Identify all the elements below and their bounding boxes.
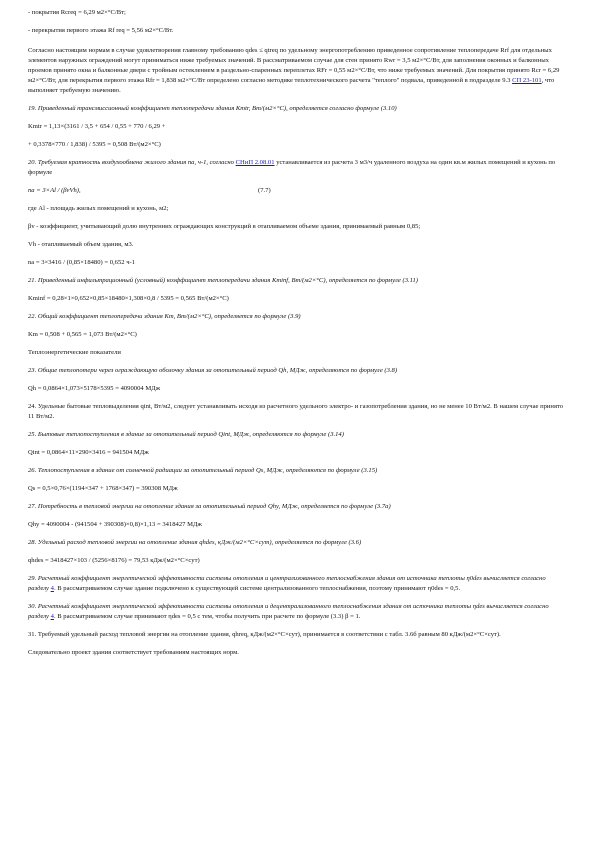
section-27-title: 27. Потребность в тепловой энергии на отопление здания за отопительный период Qhy, МДж, определяется по формуле (3.7a) [28, 503, 391, 510]
section-29-title: 29. Расчетный коэффициент энергетической эффективности системы отопления и централизованного теплоснабжения здания от источника теплоты η0des вычисляется согласно разделу [28, 575, 546, 592]
section-30-title: 30. Расчетный коэффициент энергетической эффективности системы отопления и децентрализованного теплоснабжения здания от источника теплоты ηdes вычисляется согласно разделу [28, 603, 549, 620]
link-sp-23-101[interactable]: СП 23-101 [512, 77, 542, 84]
formula-qh: Qh = 0,0864×1,073×5178×5395 = 4090004 МДж [28, 385, 161, 392]
definition-bv: βv - коэффициент, учитывающий долю внутренних ограждающих конструкций в отапливаемом объеме здания, принимаемый равным 0,85; [28, 223, 421, 230]
section-31-text: 31. Требуемый удельный расход тепловой энергии на отопление здания, qhreq, кДж/(м2×°С×сут), принимается в соответствии с табл. 3.6б равным 80 кДж/(м2×°С×сут). [28, 631, 501, 638]
formula-na: na = 3×3416 / (0,85×18480) = 0,652 ч-1 [28, 259, 136, 266]
section-21-title: 21. Приведенный инфильтрационный (условный) коэффициент теплопередачи здания Kminf, Вт/(м2×°С), определяется по формуле (3.11) [28, 277, 418, 284]
formula-kmtr-line2: + 0,3378×770 / 1,838) / 5395 = 0,508 Вт/(м2×°С) [28, 141, 161, 148]
section-19-title: 19. Приведенный трансмиссионный коэффициент теплопередачи здания Kmtr, Вт/(м2×°С), определяется согласно формуле (3.10) [28, 105, 397, 112]
formula-kminf: Kminf = 0,28×1×0,652×0,85×18480×1,308×0,8 / 5395 = 0,565 Вт/(м2×°С) [28, 295, 229, 302]
formula-qhdes: qhdes = 3418427×103 / (5256×8176) = 79,53 кДж/(м2×°С×сут) [28, 557, 200, 564]
section-20-body: устанавливается из расчета 3 м3/ч удаленного воздуха на один кв.м жилых помещений и кухонь по формуле [28, 159, 556, 176]
section-26-title: 26. Теплопоступления в здание от солнечной радиации за отопительный период Qs, МДж, определяются по формуле (3.15) [28, 467, 378, 474]
formula-qs: Qs = 0,5×0,76×(1194×347 + 1768×347) = 390308 МДж [28, 485, 178, 492]
text-line-floor-resistance: - перекрытия первого этажа Rf req = 5,56 м2×°С/Вт. [28, 27, 174, 34]
section-30-body: . В рассматриваемом случае принимают ηdes = 0,5 с тем, чтобы получить при расчете по формуле (3.3) β = 1. [53, 613, 361, 620]
definition-vh: Vh - отапливаемый объем здания, м3. [28, 241, 134, 248]
text-line-roof-resistance: - покрытия Rcreq = 6,29 м2×°С/Вт; [28, 9, 126, 16]
section-29-body: . В рассматриваемом случае здание подключено к существующей системе централизованного теплоснабжения, поэтому принимают η0des = 0,5. [53, 585, 461, 592]
paragraph-norms-end: , что выполняет требуемую значению. [28, 77, 555, 94]
section-25-title: 25. Бытовые теплопоступления в здание за отопительный период Qint, МДж, определяются по формуле (3.14) [28, 431, 344, 438]
paragraph-norms-text: Согласно настоящим нормам в случае удовлетворения главному требованию qdes ≤ qtreq по удельному энергопотреблению приведенное сопротивление теплопередаче Rrf для отдельных элементов наружных ограждений могут приниматься ниже требуемых значений. В рассматриваемом случае для стен принято Rwr = 3,5 м2×°С/Вт, для заполнения оконных и балконных проемов принято окна и балконные двери с тройным остеклением в раздельно-спаренных переплетах RFr = 0,55 м2×°С/Вт, что ниже требуемых значений. Для покрытия принято Rcr = 6,29 м2×°С/Вт, для перекрытия первого этажа Rfr = 1,838 м2×°С/Вт определено согласно методике теплотехнического расчета "теплого" подвала, приведенной в подразделе 9.3 [28, 47, 560, 84]
link-section-4-b[interactable]: 4 [50, 613, 54, 620]
definition-al: где Al - площадь жилых помещений и кухонь, м2; [28, 205, 169, 212]
section-20-title: 20. Требуемая кратность воздухообмена жилого здания na, ч-1, согласно [28, 159, 234, 166]
section-28-title: 28. Удельный расход тепловой энергии на отопление здания qhdes, кДж/(м2×°С×сут), определяется по формуле (3.6) [28, 539, 362, 546]
section-20-text [28, 158, 568, 178]
section-30-text [28, 602, 568, 622]
document-page [28, 8, 568, 658]
section-24-text: 24. Удельные бытовые тепловыделения qint, Вт/м2, следует устанавливать исходя из расчетного удельного электро- и газопотребления здания, но не менее 10 Вт/м2. В нашем случае принято 11 Вт/м2. [28, 403, 564, 420]
paragraph-norms [28, 46, 568, 96]
formula-7-7 [28, 186, 568, 196]
formula-km: Km = 0,508 + 0,565 = 1,073 Вт/(м2×°С) [28, 331, 137, 338]
heading-energy-indicators: Теплоэнергетические показатели [28, 349, 121, 356]
formula-qhy: Qhy = 4090004 - (941504 + 390308)×0,8)×1,13 = 3418427 МДж [28, 521, 202, 528]
section-23-title: 23. Общие теплопотери через ограждающую оболочку здания за отопительный период Qh, МДж, определяются по формуле (3.8) [28, 367, 398, 374]
link-snip-2-08-01[interactable]: СНиП 2.08.01 [235, 159, 275, 166]
formula-qint: Qint = 0,0864×11×290×3416 = 941504 МДж [28, 449, 149, 456]
link-section-4-a[interactable]: 4 [50, 585, 54, 592]
conclusion: Следовательно проект здания соответствует требованиям настоящих норм. [28, 649, 239, 656]
section-22-title: 22. Общий коэффициент теплопередачи здания Km, Вт/(м2×°С), определяется по формуле (3.9) [28, 313, 301, 320]
formula-7-7-number: (7.7) [258, 187, 271, 194]
section-29-text [28, 574, 568, 594]
formula-kmtr-line1: Kmtr = 1,13×(3161 / 3,5 + 654 / 0,55 + 770 / 6,29 + [28, 123, 166, 130]
formula-7-7-expression: na = 3×Al / (βvVh), [28, 187, 81, 194]
